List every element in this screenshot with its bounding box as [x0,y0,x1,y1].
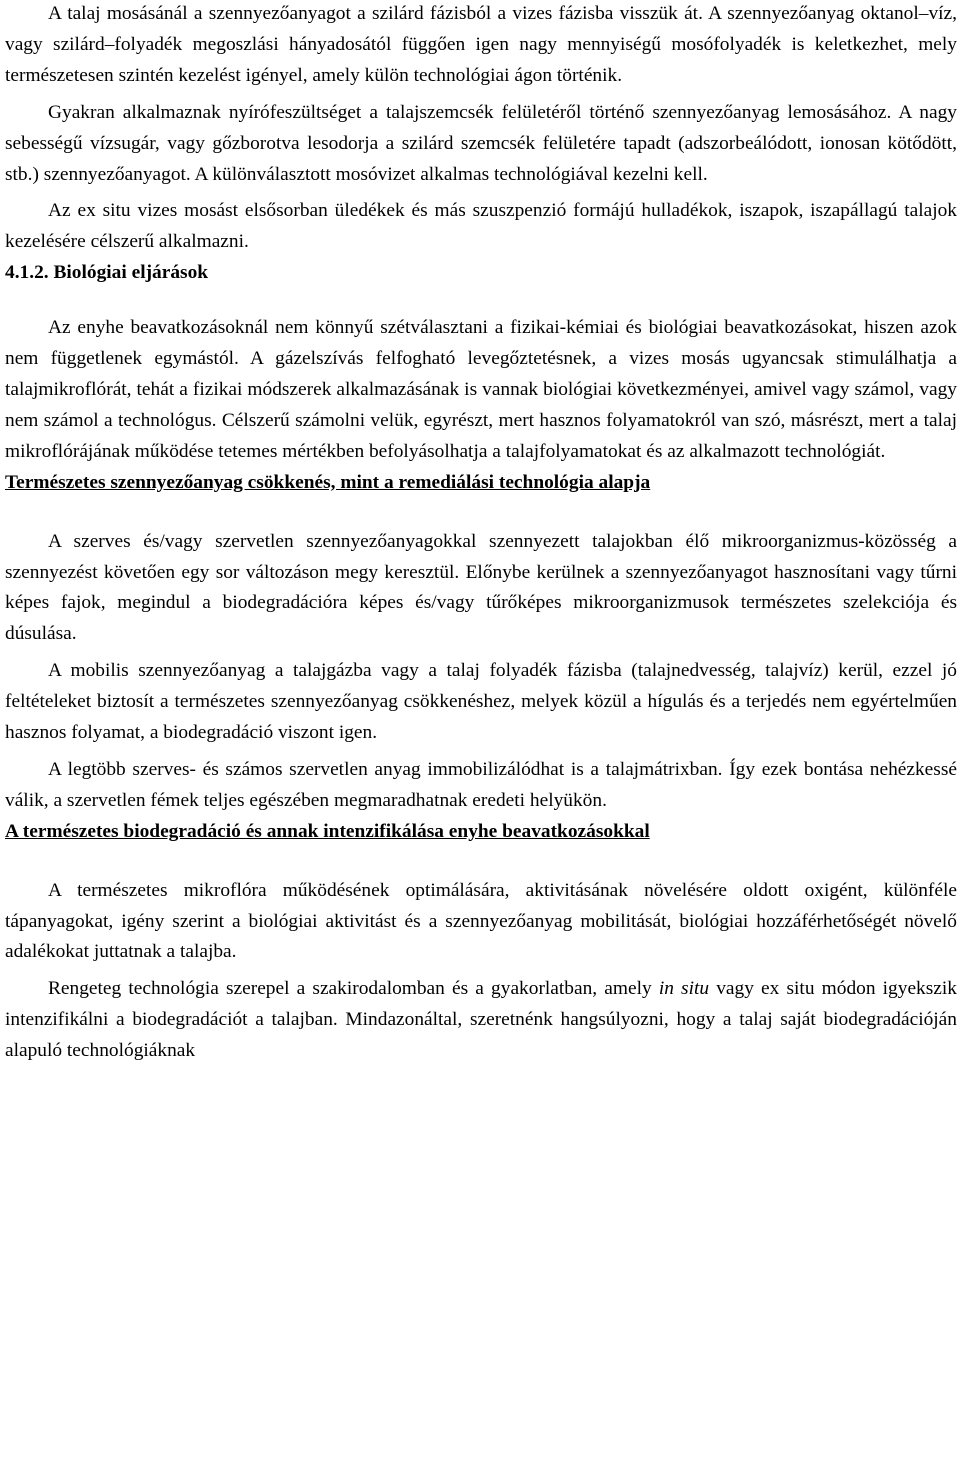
paragraph-shear-stress: Gyakran alkalmaznak nyírófeszültséget a talajszemcsék felületéről történő szennyezőanyag lemosásához. A nagy sebességű vízsugár, vagy gőzborotva lesodorja a szilárd szemcsék felületére tapadt (adszorbeálódott, ionosan kötődött, stb.) szennyezőanyagot. A különválasztott mosóvizet alkalmas technológiával kezelni kell. [5,101,957,185]
paragraph-soil-washing: A talaj mosásánál a szennyezőanyagot a szilárd fázisból a vizes fázisba visszük át. A szennyezőanyag oktanol–víz, vagy szilárd–folyadék megoszlási hányadosától függően igen nagy mennyiségű mosófolyadék is keletkezhet, mely természetesen szintén kezelést igényel, amely külön technológiai ágon történik. [5,3,957,86]
paragraph-mild-interventions: Az enyhe beavatkozásoknál nem könnyű szétválasztani a fizikai-kémiai és biológiai beavatkozásokat, hiszen azok nem függetlenek egymástól. A gázelszívás felfogható levegőztetésnek, a vizes mosás ugyancsak stimulálhatja a talajmikroflórát, tehát a fizikai módszerek alkalmazásának is vannak biológiai következményei, amivel vagy számol, vagy nem számol a technológus. Célszerű számolni velük, egyrészt, mert hasznos folyamatokról van szó, másrészt, mert a talaj mikroflórájának működése tetemes mértékben befolyásolhatja a talajfolyamatokat és az alkalmazott technológiát. [5,317,957,462]
paragraph-microflora-optimization: A természetes mikroflóra működésének optimálására, aktivitásának növelésére oldott oxigént, különféle tápanyagokat, igény szerint a biológiai aktivitást és a szennyezőanyag mobilitását, biológiai hozzáférhetőségét növelő adalékokat juttatnak a talajba. [5,879,957,963]
document-page [5,0,957,1067]
paragraph-mobile-contaminant: A mobilis szennyezőanyag a talajgázba vagy a talaj folyadék fázisba (talajnedvesség, talajvíz) kerül, ezzel jó feltételeket biztosít a természetes szennyezőanyag csökkenéshez, melyek közül a hígulás és a terjedés nem egyértelműen hasznos folyamat, a biodegradáció viszont igen. [5,660,957,744]
paragraph-microorganism-community: A szerves és/vagy szervetlen szennyezőanyagokkal szennyezett talajokban élő mikroorganizmus-közösség a szennyezést követően egy sor változáson megy keresztül. Előnybe kerülnek a szennyezőanyagot hasznosítani vagy tűrni képes fajok, megindul a biodegradációra képes és/vagy tűrőképes mikroorganizmusok természetes szelekciója és dúsulása. [5,530,957,645]
paragraph-technologies-text-2: vagy ex situ módon igyekszik intenzifikálni a biodegradációt a talajban. Mindazonáltal, szeretnénk hangsúlyozni, hogy a talaj saját biodegradációján alapuló technológiáknak [5,978,957,1062]
heading-natural-biodegradation: A természetes biodegradáció és annak intenzifikálása enyhe beavatkozásokkal [5,820,650,842]
paragraph-technologies-text-1: Rengeteg technológia szerepel a szakirodalomban és a gyakorlatban, amely [48,978,659,1000]
paragraph-technologies-italic: in situ [658,978,710,1000]
heading-biological-methods: 4.1.2. Biológiai eljárások [5,262,209,284]
paragraph-ex-situ-washing: Az ex situ vizes mosást elsősorban üledékek és más szuszpenzió formájú hulladékok, iszapok, iszapállagú talajok kezelésére célszerű alkalmazni. [5,200,957,253]
paragraph-immobilization: A legtöbb szerves- és számos szervetlen anyag immobilizálódhat is a talajmátrixban. Így ezek bontása nehézkessé válik, a szervetlen fémek teljes egészében megmaradhatnak eredeti helyükön. [5,758,957,811]
paragraph-technologies [5,974,957,1067]
heading-natural-attenuation: Természetes szennyezőanyag csökkenés, mint a remediálási technológia alapja [5,471,651,493]
